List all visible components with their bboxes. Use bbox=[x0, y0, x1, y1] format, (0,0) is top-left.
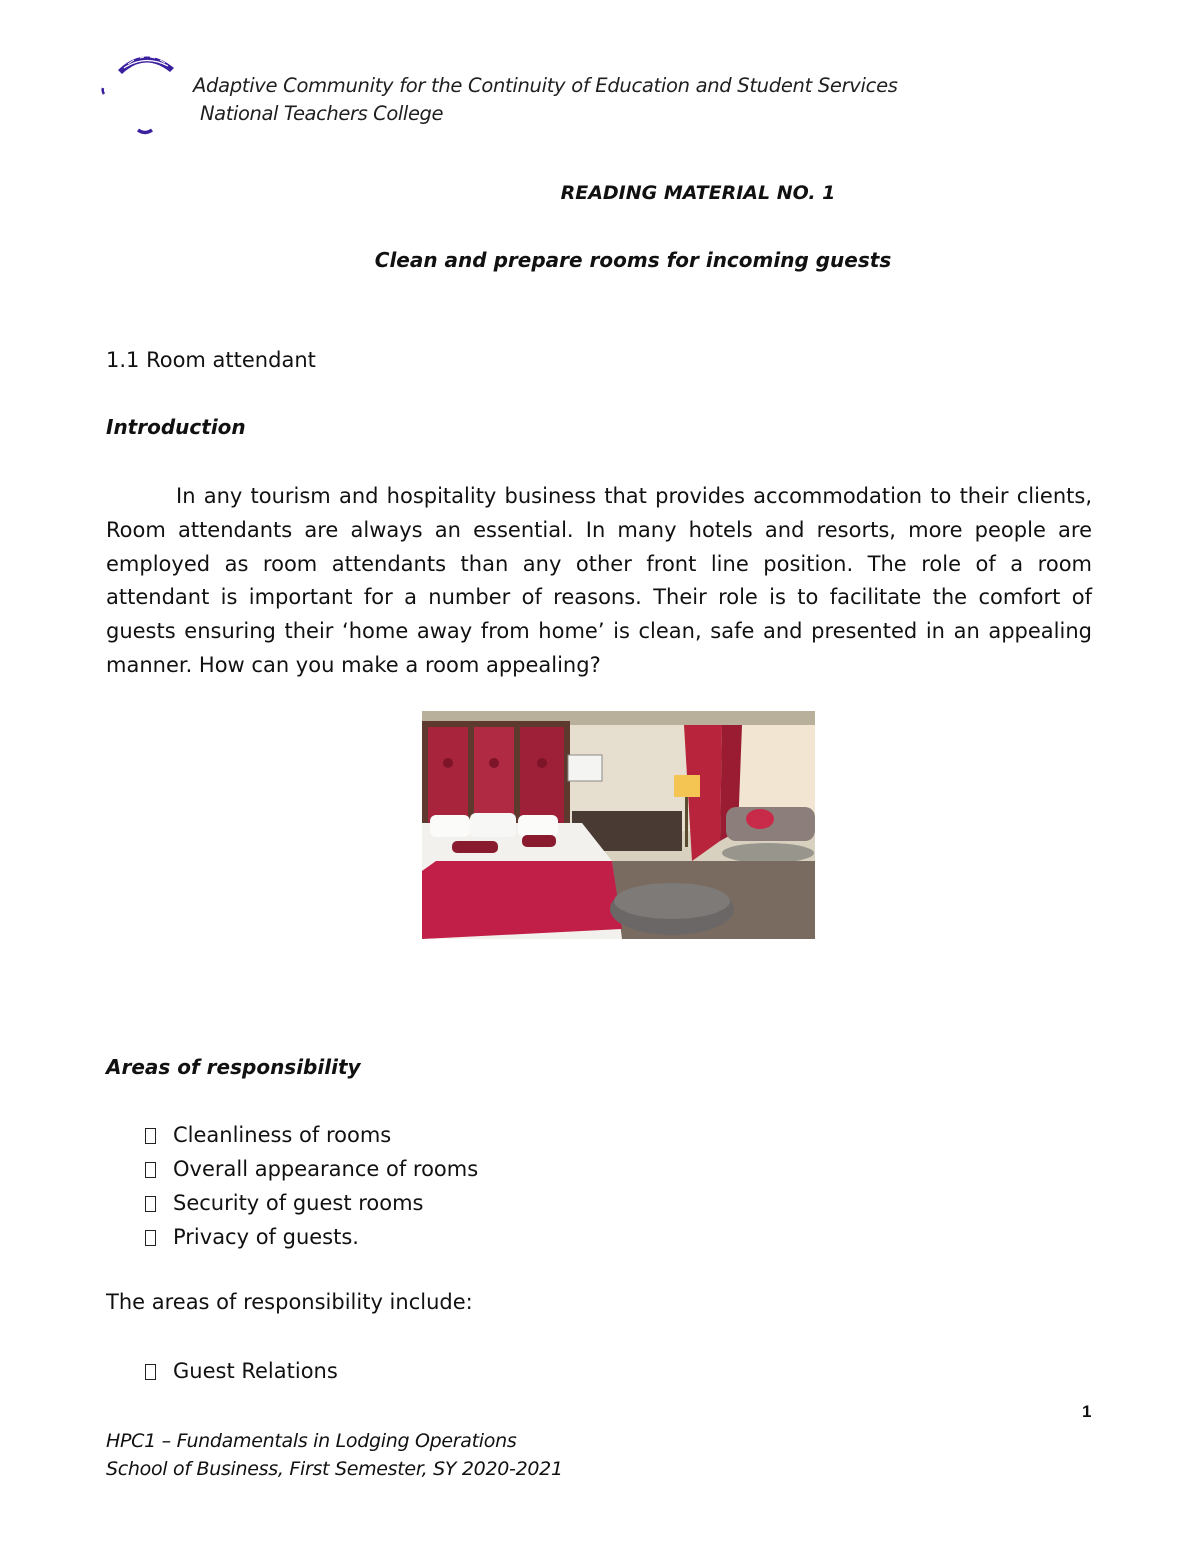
areas-include-text: The areas of responsibility include: bbox=[106, 1290, 473, 1314]
list-item: Overall appearance of rooms bbox=[145, 1152, 478, 1186]
include-list bbox=[145, 1354, 338, 1388]
hotel-room-photo bbox=[422, 711, 815, 939]
footer-school: School of Business, First Semester, SY 2020-2021 bbox=[106, 1458, 563, 1480]
bullet-box-icon bbox=[145, 1196, 156, 1212]
list-item: Privacy of guests. bbox=[145, 1220, 478, 1254]
introduction-paragraph: In any tourism and hospitality business that provides accommodation to their clients, Room attendants are always an essential. In many hotels and resorts, more people are employed as room attendants than any other front line position. The role of a room attendant is important for a number of reasons. Their role is to facilitate the comfort of guests ensuring their ‘home away from home’ is clean, safe and presented in an appealing manner. How can you make a room appealing? bbox=[106, 484, 1092, 677]
bullet-box-icon bbox=[145, 1128, 156, 1144]
list-item: Cleanliness of rooms bbox=[145, 1118, 478, 1152]
header-institution-program: Adaptive Community for the Continuity of Education and Student Services bbox=[193, 74, 898, 97]
header-college-name: National Teachers College bbox=[200, 102, 444, 125]
bullet-box-icon bbox=[145, 1364, 156, 1380]
areas-heading: Areas of responsibility bbox=[106, 1055, 361, 1079]
footer-course: HPC1 – Fundamentals in Lodging Operations bbox=[106, 1430, 517, 1452]
document-subtitle: Clean and prepare rooms for incoming guests bbox=[374, 248, 892, 272]
bullet-box-icon bbox=[145, 1162, 156, 1178]
bullet-box-icon bbox=[145, 1230, 156, 1246]
college-logo bbox=[100, 46, 190, 136]
page-number: 1 bbox=[1082, 1402, 1092, 1421]
list-item: Security of guest rooms bbox=[145, 1186, 478, 1220]
document-title: READING MATERIAL NO. 1 bbox=[560, 182, 836, 204]
section-heading: 1.1 Room attendant bbox=[106, 348, 316, 372]
introduction-heading: Introduction bbox=[106, 415, 246, 439]
list-item: Guest Relations bbox=[145, 1354, 338, 1388]
areas-list bbox=[145, 1118, 478, 1254]
